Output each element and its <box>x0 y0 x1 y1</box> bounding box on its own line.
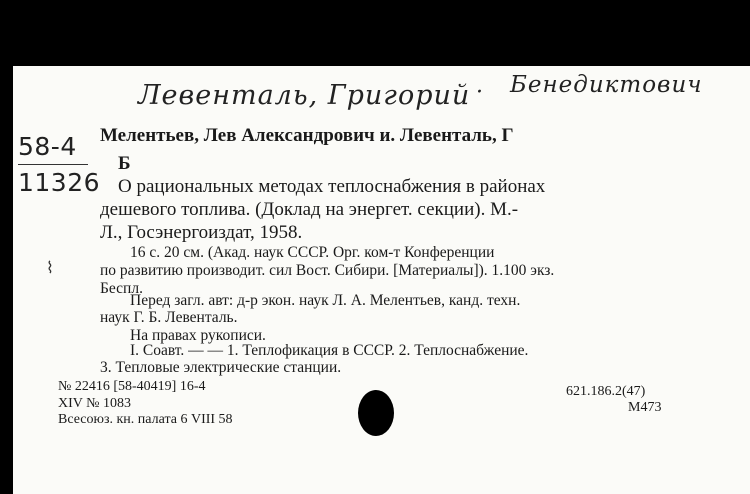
shelfmark-divider <box>18 164 88 165</box>
shelfmark-top: 58-4 <box>18 132 77 161</box>
footer-chamber-date: Всесоюз. кн. палата 6 VIII 58 <box>58 412 233 427</box>
collation-line-3: Беспл. <box>100 280 143 297</box>
punch-hole <box>358 390 394 436</box>
margin-mark: ⌇ <box>46 260 54 277</box>
collation-line-1: 16 с. 20 см. (Акад. наук СССР. Орг. ком-т Конференции <box>130 244 495 261</box>
udc-code: 621.186.2(47) <box>566 384 646 399</box>
footer-record-number: № 22416 [58-40419] 16-4 <box>58 379 206 394</box>
note-line-3: На правах рукописи. <box>130 327 266 344</box>
note-line-1: Перед загл. авт: д-р экон. наук Л. А. Мелентьев, канд. техн. <box>130 292 521 309</box>
entry-heading-continued: Б <box>118 153 131 174</box>
handwritten-patronymic: Бенедиктович <box>510 72 703 98</box>
author-mark: М473 <box>628 400 662 415</box>
entry-title-line-1: О рациональных методах теплоснабжения в районах <box>118 176 546 197</box>
entry-title-line-2: дешевого топлива. (Доклад на энергет. секции). М.- <box>100 199 519 220</box>
footer-series-number: XIV № 1083 <box>58 396 131 411</box>
handwritten-dot: · <box>476 80 484 105</box>
shelfmark-bottom: 11326 <box>18 168 101 197</box>
tracing-line-2: 3. Тепловые электрические станции. <box>100 359 342 376</box>
entry-heading: Мелентьев, Лев Александрович и. Левенталь, Г <box>100 125 514 146</box>
entry-title-line-3: Л., Госэнергоиздат, 1958. <box>100 222 303 243</box>
handwritten-author-name: Левенталь, Григорий <box>138 80 471 111</box>
collation-line-2: по развитию производит. сил Вост. Сибири. [Материалы]). 1.100 экз. <box>100 262 555 279</box>
tracing-line-1: I. Соавт. — — 1. Теплофикация в СССР. 2. Теплоснабжение. <box>130 342 529 359</box>
note-line-2: наук Г. Б. Левенталь. <box>100 309 238 326</box>
